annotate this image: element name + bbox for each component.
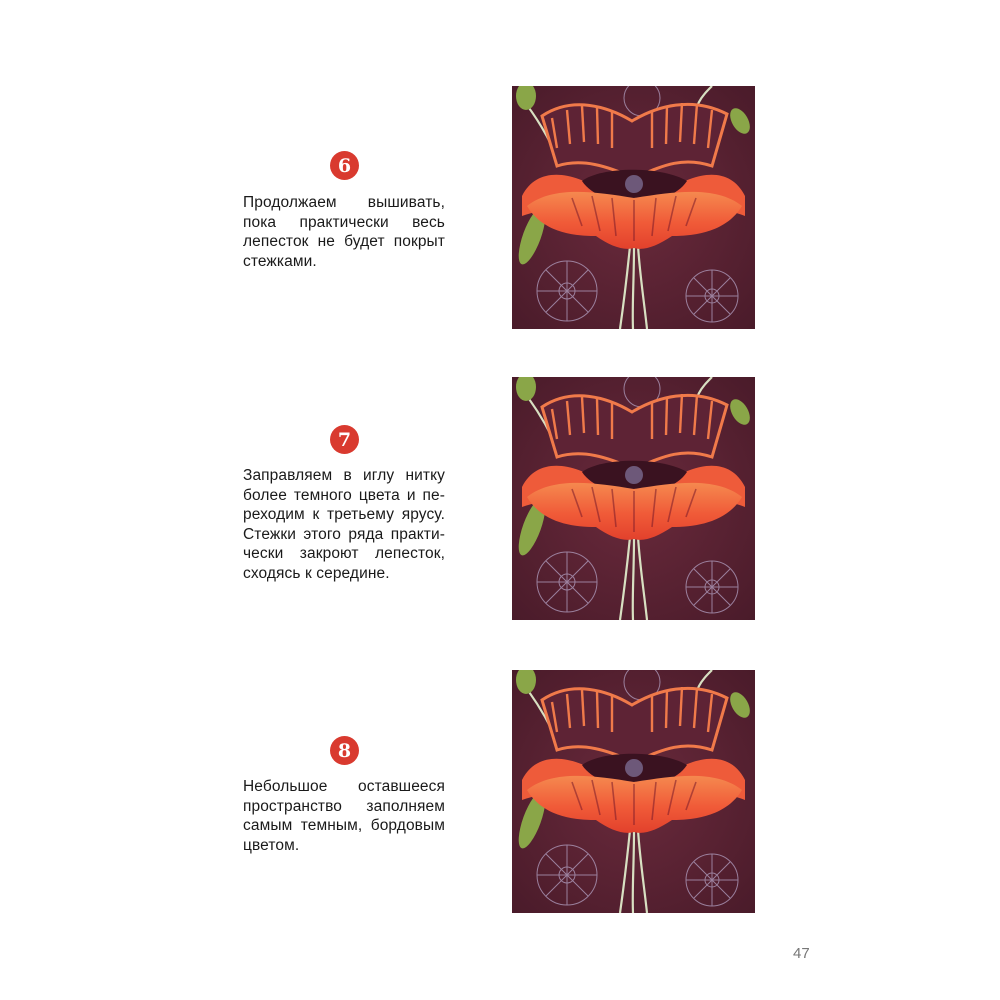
step-text-6 — [243, 193, 445, 271]
step-7-line-4: Стежки этого ряда практи- — [243, 525, 445, 543]
step-8-line-3: самым темным, бордовым — [243, 817, 445, 835]
step-number-7: 7 — [337, 428, 352, 451]
step-7-line-1: Заправляем в иглу нитку — [243, 467, 445, 484]
step-number-badge-8 — [330, 736, 359, 765]
step-number-badge-6 — [330, 151, 359, 180]
step-number-badge-7 — [330, 425, 359, 454]
embroidery-photo-8 — [512, 670, 755, 913]
step-8-line-2: пространство заполняем — [243, 797, 445, 815]
step-7-line-6: сходясь к середине. — [243, 564, 390, 582]
embroidery-poppy-photo-icon — [512, 86, 755, 329]
embroidery-poppy-photo-icon — [512, 377, 755, 620]
step-7-line-5: чески закроют лепесток, — [243, 545, 445, 563]
step-6-line-4: стежками. — [243, 252, 317, 270]
step-6-line-1: Продолжаем вышивать, — [243, 194, 445, 211]
step-number-6: 6 — [337, 154, 352, 177]
step-text-7 — [243, 466, 445, 584]
step-7-line-3: реходим к третьему ярусу. — [243, 506, 445, 524]
step-6-line-2: пока практически весь — [243, 213, 445, 231]
step-8-line-1: Небольшое оставшееся — [243, 778, 445, 795]
embroidery-poppy-photo-icon — [512, 670, 755, 913]
page-number: 47 — [793, 945, 810, 962]
step-6-line-3: лепесток не будет покрыт — [243, 233, 445, 251]
embroidery-photo-6 — [512, 86, 755, 329]
step-8-line-4: цветом. — [243, 836, 300, 854]
step-number-8: 8 — [337, 739, 352, 762]
step-text-8 — [243, 777, 445, 855]
step-7-line-2: более темного цвета и пе- — [243, 486, 445, 504]
embroidery-photo-7 — [512, 377, 755, 620]
